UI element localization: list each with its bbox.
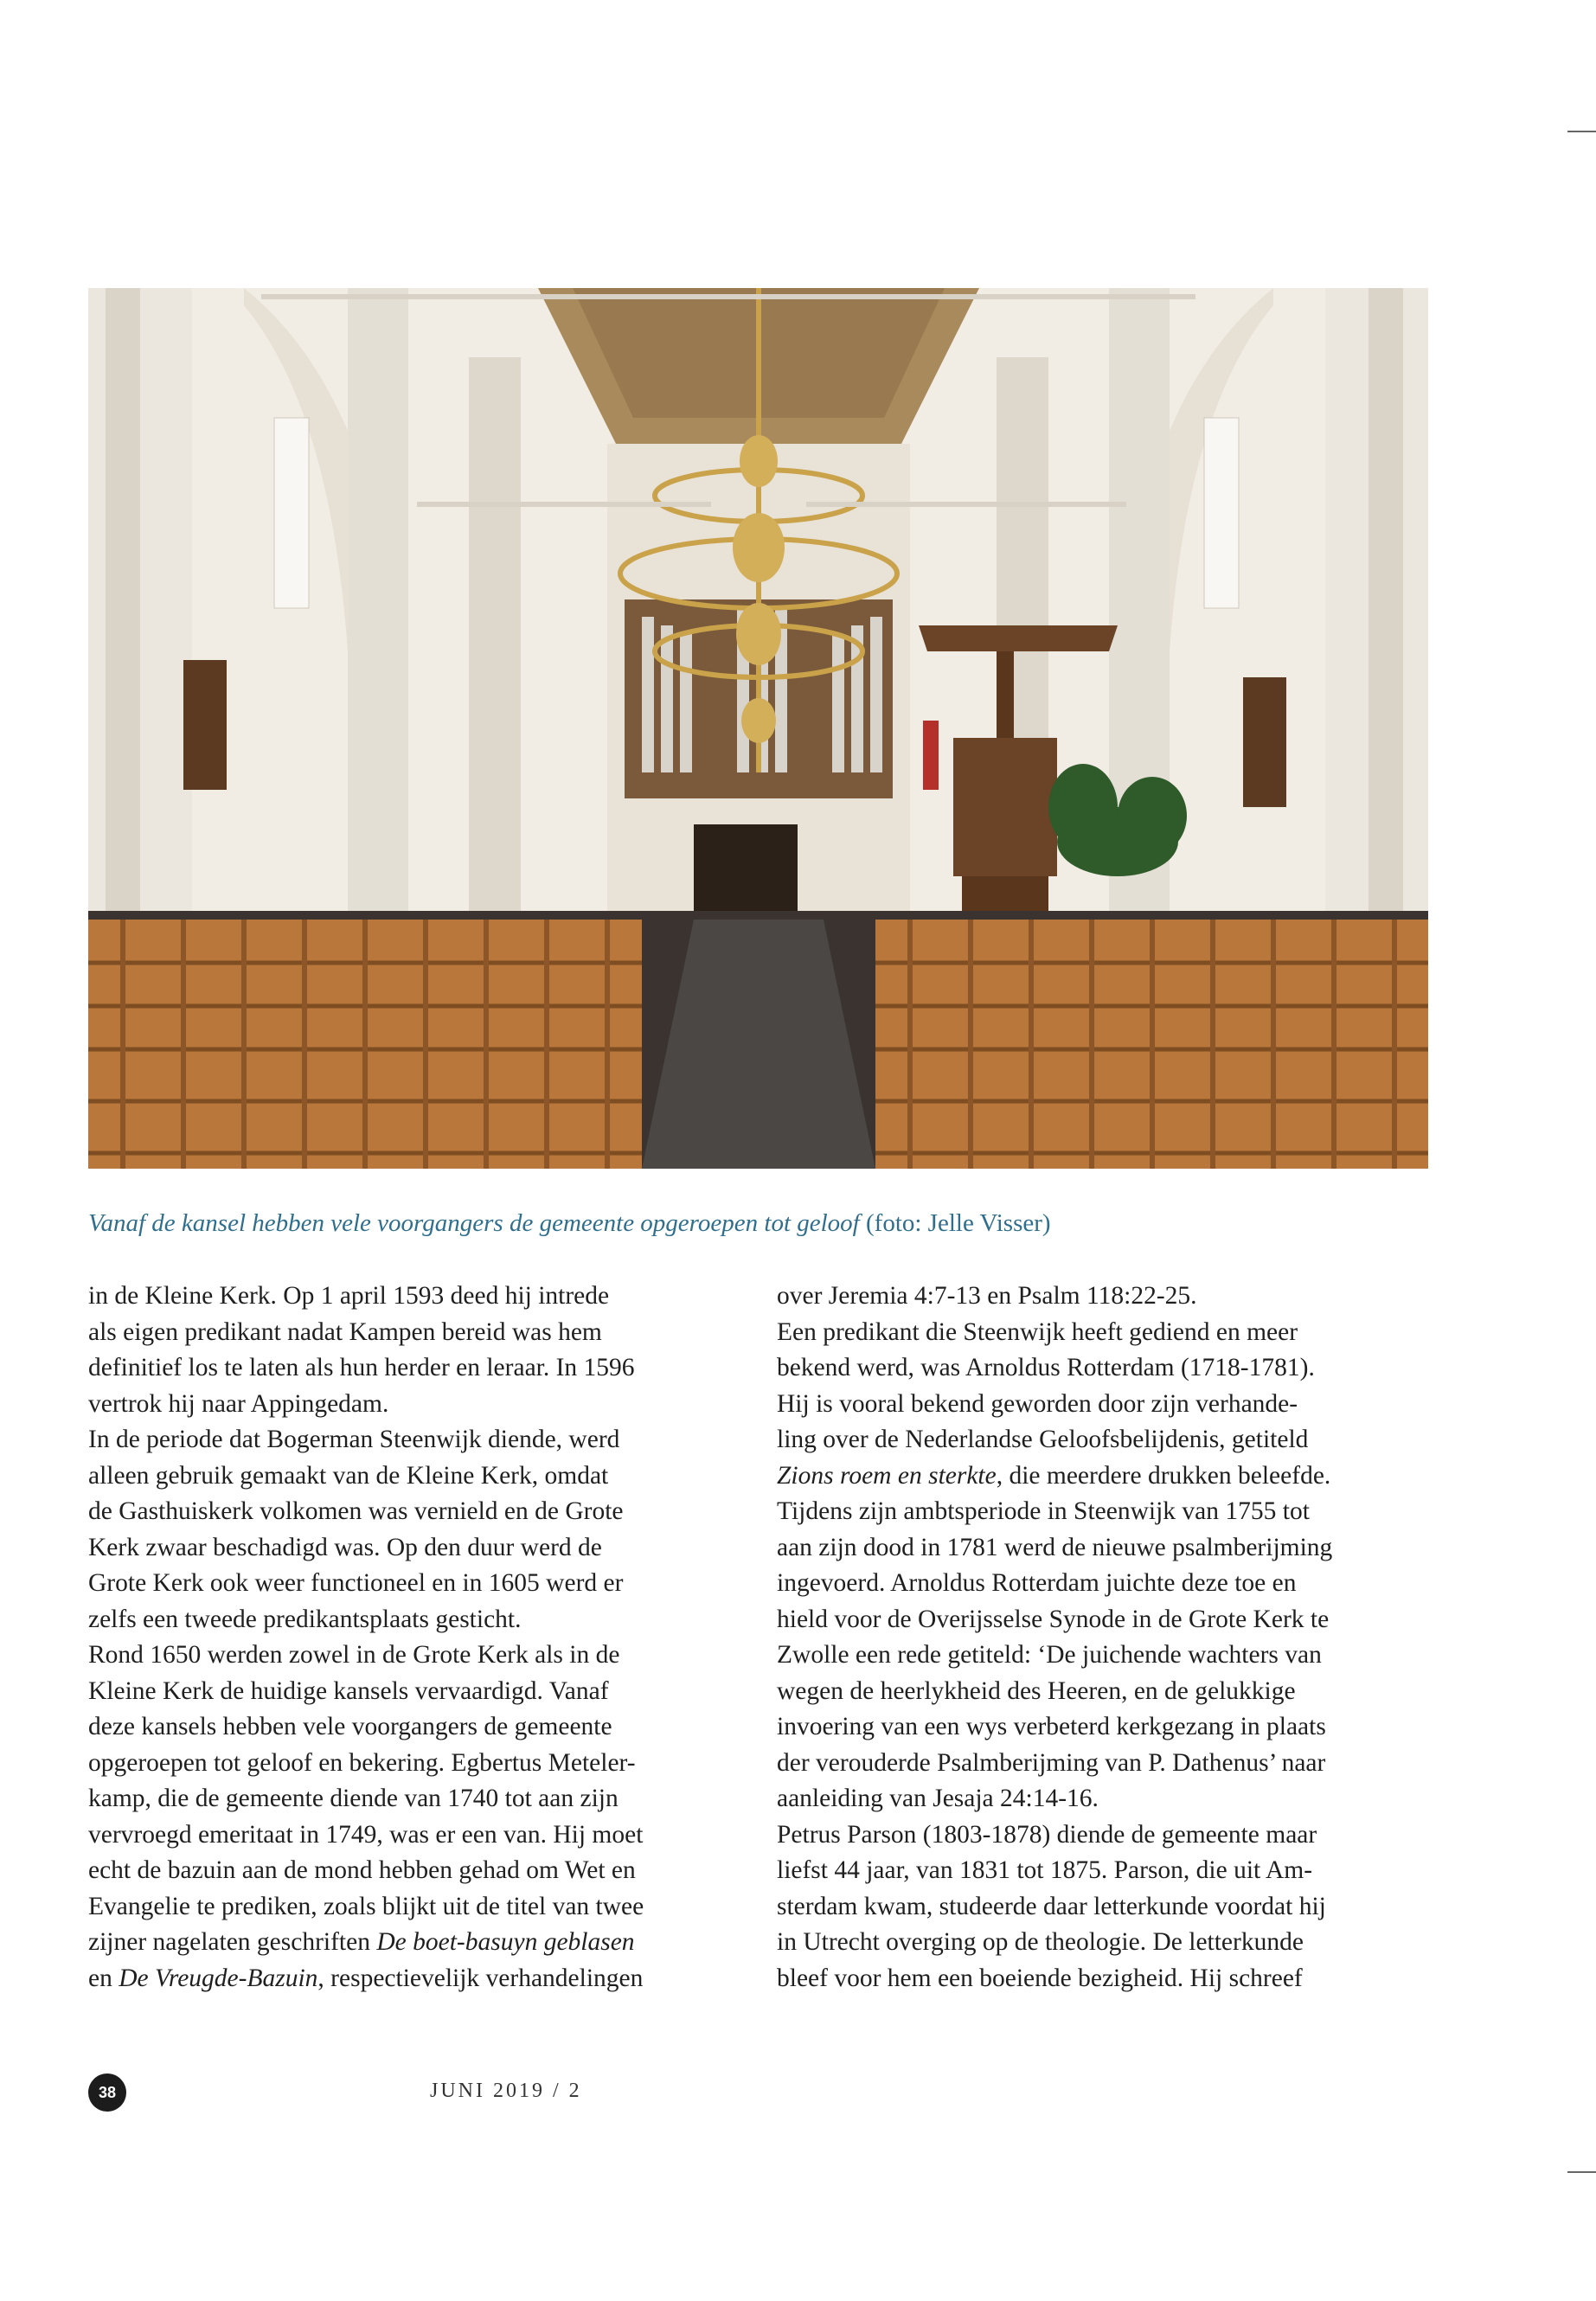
text-fragment: zijner nagelaten geschriften (88, 1928, 377, 1956)
text-line (88, 1925, 759, 1961)
text-line: echt de bazuin aan de mond hebben gehad om Wet en (88, 1856, 636, 1884)
text-line: Hij is vooral bekend geworden door zijn verhande- (777, 1389, 1298, 1418)
text-line: In de periode dat Bogerman Steenwijk diende, werd (88, 1426, 620, 1453)
text-line: Zwolle een rede getiteld: ‘De juichende wachters van (777, 1641, 1322, 1669)
text-line: deze kansels hebben vele voorgangers de gemeente (88, 1713, 612, 1740)
text-line: bleef voor hem een boeiende bezigheid. Hij schreef (777, 1964, 1303, 1992)
text-fragment: , die meerdere drukken beleefde. (996, 1461, 1331, 1490)
text-line: aan zijn dood in 1781 werd de nieuwe psalmberijming (777, 1533, 1333, 1561)
text-line: vervroegd emeritaat in 1749, was er een van. Hij moet (88, 1820, 644, 1849)
text-line: invoering van een wys verbeterd kerkgezang in plaats (777, 1713, 1326, 1740)
book-title: De boet-basuyn geblasen (376, 1928, 635, 1956)
left-column (88, 1279, 759, 1997)
text-line: zelfs een tweede predikantsplaats gesticht. (88, 1605, 522, 1633)
text-line: aanleiding van Jesaja 24:14-16. (777, 1785, 1099, 1812)
book-title: De Vreugde-Bazuin (119, 1964, 318, 1992)
text-fragment: en (88, 1964, 119, 1992)
text-line: Evangelie te prediken, zoals blijkt uit de titel van twee (88, 1892, 644, 1920)
text-fragment: , respectievelijk verhandelingen (317, 1964, 644, 1992)
caption-text: Vanaf de kansel hebben vele voorgangers de gemeente opgeroepen tot geloof (88, 1209, 860, 1237)
photo-caption (88, 1209, 1438, 1238)
text-line: bekend werd, was Arnoldus Rotterdam (1718-1781). (777, 1354, 1315, 1381)
book-title: Zions roem en sterkte (777, 1461, 997, 1490)
text-line: ingevoerd. Arnoldus Rotterdam juichte deze toe en (777, 1569, 1297, 1597)
text-line: Een predikant die Steenwijk heeft gediend en meer (777, 1317, 1298, 1346)
text-line: vertrok hij naar Appingedam. (88, 1389, 389, 1418)
crop-mark (1567, 131, 1596, 132)
church-interior-photo (88, 288, 1428, 1169)
crop-mark (1567, 2171, 1596, 2173)
right-column (777, 1279, 1447, 1997)
text-line: in de Kleine Kerk. Op 1 april 1593 deed hij intrede (88, 1282, 610, 1310)
text-line: de Gasthuiskerk volkomen was vernield en de Grote (88, 1497, 624, 1525)
text-line: liefst 44 jaar, van 1831 tot 1875. Parson, die uit Am- (777, 1856, 1313, 1884)
text-line: in Utrecht overging op de theologie. De letterkunde (777, 1928, 1304, 1956)
page-number: 38 (88, 2073, 126, 2112)
text-line: opgeroepen tot geloof en bekering. Egbertus Meteler- (88, 1748, 636, 1777)
caption-credit: (foto: Jelle Visser) (859, 1209, 1051, 1237)
text-line: hield voor de Overijsselse Synode in de Grote Kerk te (777, 1605, 1330, 1633)
text-line: wegen de heerlykheid des Heeren, en de gelukkige (777, 1676, 1296, 1705)
text-line: Kleine Kerk de huidige kansels vervaardigd. Vanaf (88, 1676, 609, 1705)
text-line: alleen gebruik gemaakt van de Kleine Kerk, omdat (88, 1461, 609, 1490)
text-line: Kerk zwaar beschadigd was. Op den duur werd de (88, 1533, 602, 1561)
text-line: Rond 1650 werden zowel in de Grote Kerk als in de (88, 1641, 620, 1669)
text-line: Petrus Parson (1803-1878) diende de gemeente maar (777, 1820, 1317, 1849)
text-line (777, 1458, 1447, 1495)
text-line: kamp, die de gemeente diende van 1740 tot aan zijn (88, 1785, 619, 1812)
text-line: Grote Kerk ook weer functioneel en in 1605 werd er (88, 1569, 624, 1597)
text-line: der verouderde Psalmberijming van P. Dathenus’ naar (777, 1748, 1326, 1777)
text-line: sterdam kwam, studeerde daar letterkunde voordat hij (777, 1892, 1326, 1920)
text-line: als eigen predikant nadat Kampen bereid was hem (88, 1317, 602, 1346)
church-interior-illustration (88, 288, 1428, 1169)
text-line: Tijdens zijn ambtsperiode in Steenwijk van 1755 tot (777, 1497, 1310, 1525)
text-line: definitief los te laten als hun herder en leraar. In 1596 (88, 1354, 635, 1381)
text-line: ling over de Nederlandse Geloofsbelijdenis, getiteld (777, 1426, 1309, 1453)
issue-label: JUNI 2019 / 2 (430, 2080, 582, 2102)
text-line: over Jeremia 4:7-13 en Psalm 118:22-25. (777, 1282, 1197, 1310)
text-line (88, 1961, 759, 1997)
